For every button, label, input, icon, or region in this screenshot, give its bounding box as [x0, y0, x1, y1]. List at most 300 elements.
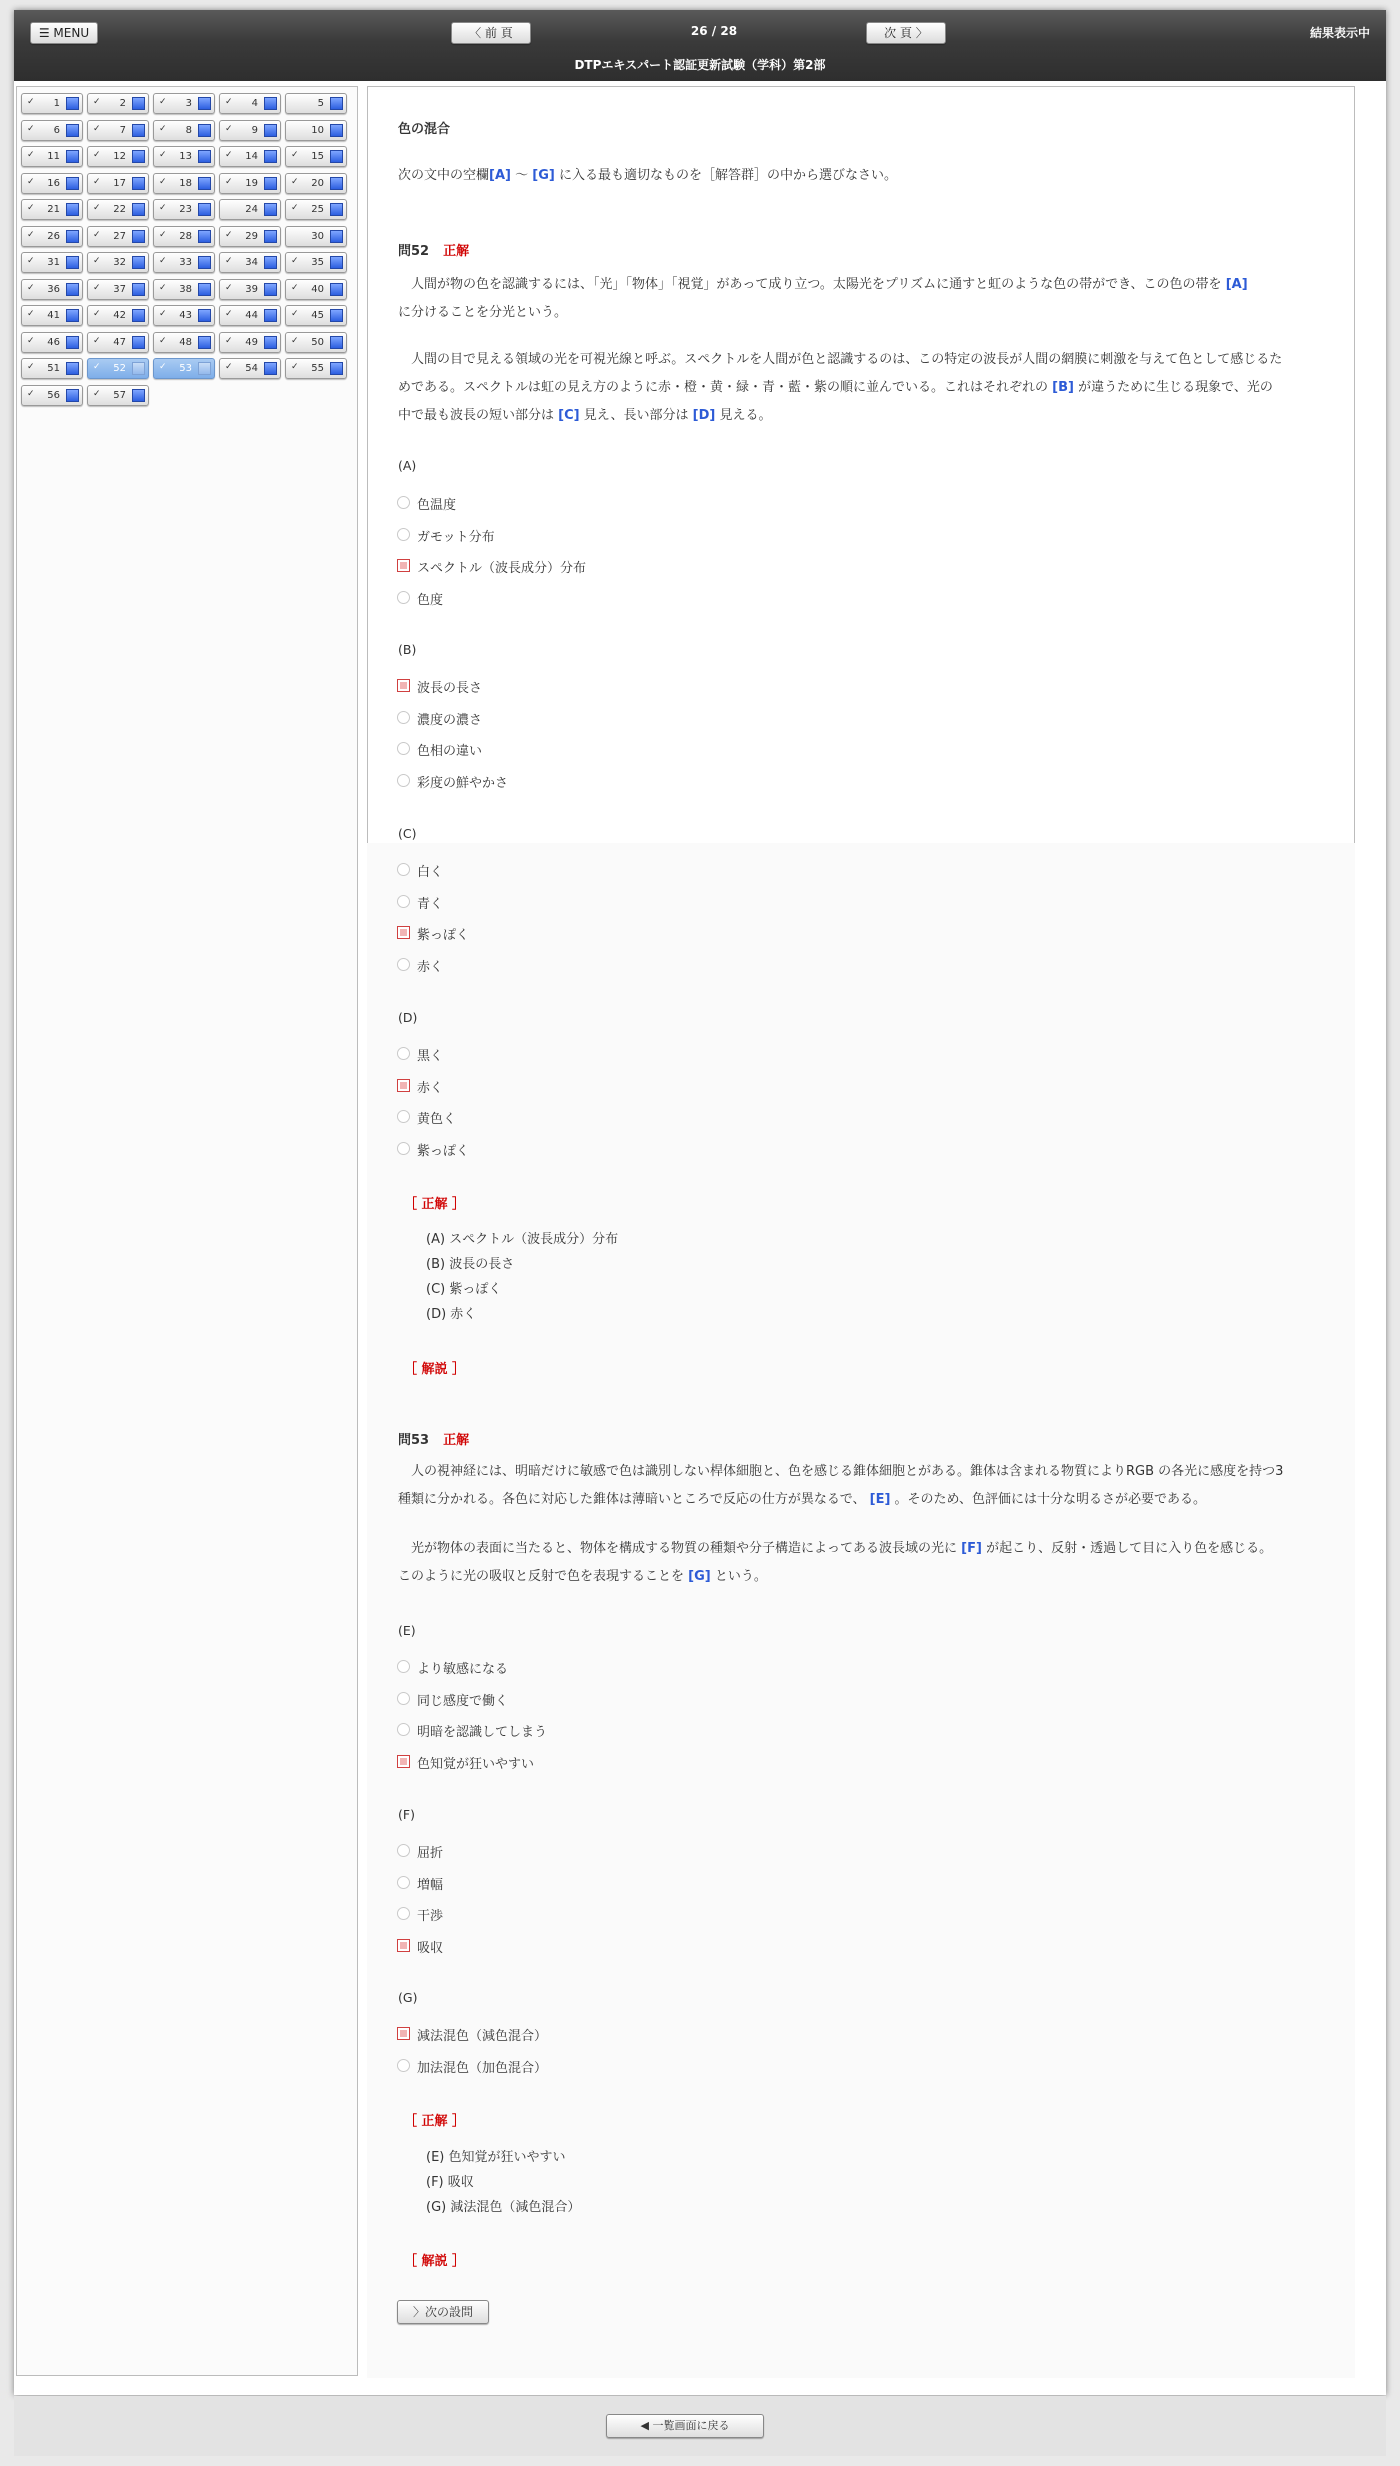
question-button-31[interactable] [21, 252, 83, 273]
check-icon: ✓ [27, 123, 35, 134]
option-f-1[interactable] [397, 1842, 797, 1862]
answer-e: (E) 色知覚が狂いやすい [426, 2150, 566, 2165]
flag-icon[interactable] [132, 283, 145, 296]
circle-arrow-left-icon: ◀ [640, 2419, 649, 2432]
question-button-14[interactable] [219, 146, 281, 167]
check-icon: ✓ [291, 176, 299, 187]
question-button-17[interactable] [87, 173, 149, 194]
question-button-49[interactable] [219, 332, 281, 353]
option-label: 色温度 [417, 498, 457, 513]
flag-icon[interactable] [132, 150, 145, 163]
check-icon: ✓ [93, 123, 101, 134]
question-button-1[interactable] [21, 93, 83, 114]
question-button-39[interactable] [219, 279, 281, 300]
flag-icon[interactable] [330, 97, 343, 110]
question-button-6[interactable] [21, 120, 83, 141]
question-button-52[interactable] [87, 358, 149, 379]
option-e-1[interactable] [397, 1658, 797, 1678]
option-label: 干渉 [417, 1909, 444, 1924]
option-label: 色度 [417, 592, 444, 608]
flag-icon[interactable] [330, 230, 343, 243]
check-icon: ✓ [159, 309, 167, 319]
question-button-25[interactable] [285, 199, 347, 220]
question-number: 34 [245, 257, 258, 268]
question-number: 23 [179, 204, 192, 215]
blank-e-label: (E) [398, 1623, 416, 1638]
check-icon: ✓ [291, 256, 299, 266]
question-button-55[interactable] [285, 358, 347, 379]
question-number: 39 [245, 283, 258, 295]
question-number: 4 [251, 98, 258, 109]
question-button-47[interactable] [87, 332, 149, 353]
question-53-paragraph-1: 人の視神経には、明暗だけに敏感で色は識別しない桿体細胞と、色を感じる錐体細胞とがある。錐体は含まれる物質によりRGB の各光に感度を持つ3 種類に分かれる。各色に対応した錐体は薄暗いところで反応の仕方が異なるで、 [E] 。そのため、色評価には十分な明るさが必要である。 [398, 1464, 1284, 1507]
question-button-18[interactable] [153, 173, 215, 194]
check-icon: ✓ [93, 176, 101, 187]
question-number: 50 [311, 336, 324, 348]
flag-icon[interactable] [330, 124, 343, 137]
question-button-51[interactable] [21, 358, 83, 379]
question-number: 30 [311, 230, 324, 242]
flag-icon[interactable] [198, 309, 211, 322]
flag-icon[interactable] [66, 336, 79, 349]
question-number: 27 [113, 230, 126, 242]
selected-radio-icon[interactable] [397, 1079, 410, 1092]
option-label: 青く [417, 896, 444, 912]
flag-icon[interactable] [198, 150, 211, 163]
flag-icon[interactable] [132, 256, 145, 269]
flag-icon[interactable] [66, 389, 79, 402]
question-number: 26 [47, 230, 60, 242]
question-button-34[interactable] [219, 252, 281, 273]
question-button-12[interactable] [87, 146, 149, 167]
check-icon: ✓ [159, 256, 167, 266]
option-label: より敏感になる [417, 1662, 509, 1677]
question-button-35[interactable] [285, 252, 347, 273]
question-number: 25 [311, 204, 324, 215]
check-icon: ✓ [93, 335, 101, 346]
flag-icon[interactable] [264, 230, 277, 243]
question-number: 12 [113, 151, 126, 162]
option-label: 黒く [417, 1049, 444, 1064]
question-53-paragraph-2: 光が物体の表面に当たると、物体を構成する物質の種類や分子構造によってある波長域の光に [F] が起こり、反射・透過して目に入り色を感じる。 このように光の吸収と反射で色を表現することを [G] という。 [398, 1541, 1273, 1584]
check-icon: ✓ [27, 150, 35, 160]
radio-icon[interactable] [397, 1047, 410, 1060]
question-number: 49 [245, 336, 258, 348]
page-counter: 26 / 28 [690, 24, 738, 38]
check-icon: ✓ [291, 282, 299, 293]
option-label: 明暗を認識してしまう [417, 1725, 548, 1740]
flag-icon[interactable] [66, 362, 79, 375]
header-bar [14, 10, 1386, 81]
check-icon: ✓ [93, 362, 101, 372]
option-label: 赤く [417, 959, 444, 975]
check-icon: ✓ [93, 282, 101, 293]
option-label: 白く [417, 865, 444, 880]
flag-icon[interactable] [198, 256, 211, 269]
radio-icon[interactable] [397, 958, 410, 971]
flag-icon[interactable] [264, 256, 277, 269]
check-icon: ✓ [291, 150, 299, 160]
option-f-2[interactable] [397, 1874, 797, 1894]
option-label: ガモット分布 [417, 529, 495, 545]
question-53-header: 問53 正解 [398, 1433, 470, 1448]
question-button-20[interactable] [285, 173, 347, 194]
question-button-16[interactable] [21, 173, 83, 194]
question-button-11[interactable] [21, 146, 83, 167]
check-icon: ✓ [27, 388, 35, 399]
flag-icon[interactable] [330, 150, 343, 163]
question-number: 6 [53, 124, 60, 136]
question-number: 41 [47, 310, 60, 321]
radio-icon[interactable] [397, 1142, 410, 1155]
question-number: 15 [311, 151, 324, 162]
question-button-9[interactable] [219, 120, 281, 141]
question-number: 57 [113, 389, 126, 401]
option-g-1[interactable] [397, 2025, 797, 2045]
radio-icon[interactable] [397, 1907, 410, 1920]
question-button-43[interactable] [153, 305, 215, 326]
flag-icon[interactable] [132, 230, 145, 243]
blank-a-label: (A) [398, 458, 417, 473]
question-navigator [16, 86, 358, 2376]
answer-d: (D) 赤く [426, 1307, 477, 1322]
option-d-4[interactable] [397, 1140, 797, 1160]
flag-icon[interactable] [132, 177, 145, 190]
question-number: 20 [311, 177, 324, 189]
flag-icon[interactable] [264, 283, 277, 296]
check-icon: ✓ [225, 282, 233, 293]
flag-icon[interactable] [132, 203, 145, 216]
check-icon: ✓ [159, 123, 167, 134]
question-button-38[interactable] [153, 279, 215, 300]
question-button-54[interactable] [219, 358, 281, 379]
option-b-1[interactable] [397, 677, 797, 697]
exam-title: DTPエキスパート認証更新試験（学科）第2部 [574, 58, 826, 72]
radio-icon[interactable] [397, 1723, 410, 1736]
option-d-3[interactable] [397, 1108, 797, 1128]
radio-icon[interactable] [397, 1660, 410, 1673]
flag-icon[interactable] [132, 309, 145, 322]
check-icon: ✓ [27, 203, 35, 213]
flag-icon[interactable] [264, 177, 277, 190]
radio-icon[interactable] [397, 2059, 410, 2072]
blank-d-label: (D) [398, 1010, 418, 1025]
question-button-53[interactable] [153, 358, 215, 379]
result-correct-badge: 正解 [443, 244, 470, 259]
flag-icon[interactable] [132, 362, 145, 375]
question-button-3[interactable] [153, 93, 215, 114]
next-question-button[interactable]: 〉次の設問 [397, 2300, 489, 2324]
flag-icon[interactable] [264, 309, 277, 322]
result-status: 結果表示中 [1309, 26, 1370, 40]
question-button-19[interactable] [219, 173, 281, 194]
question-number: 10 [311, 124, 324, 136]
radio-icon[interactable] [397, 1844, 410, 1857]
question-button-46[interactable] [21, 332, 83, 353]
question-number: 35 [311, 257, 324, 268]
flag-icon[interactable] [66, 150, 79, 163]
question-button-41[interactable] [21, 305, 83, 326]
option-label: 彩度の鮮やかさ [417, 775, 509, 791]
selected-radio-icon[interactable] [397, 926, 410, 939]
question-button-30[interactable] [285, 226, 347, 247]
check-icon: ✓ [225, 362, 233, 372]
option-a-3[interactable] [397, 557, 797, 577]
question-button-23[interactable] [153, 199, 215, 220]
option-c-2[interactable] [397, 893, 797, 913]
radio-icon[interactable] [397, 1110, 410, 1123]
option-d-2[interactable] [397, 1077, 797, 1097]
selected-radio-icon[interactable] [397, 559, 410, 572]
question-number: 33 [179, 257, 192, 268]
question-button-33[interactable] [153, 252, 215, 273]
question-button-26[interactable] [21, 226, 83, 247]
flag-icon[interactable] [330, 336, 343, 349]
question-button-37[interactable] [87, 279, 149, 300]
flag-icon[interactable] [66, 309, 79, 322]
check-icon: ✓ [291, 309, 299, 319]
question-number: 9 [251, 124, 258, 136]
radio-icon[interactable] [397, 1876, 410, 1889]
check-icon: ✓ [225, 97, 233, 107]
question-button-24[interactable] [219, 199, 281, 220]
question-button-57[interactable] [87, 385, 149, 406]
radio-icon[interactable] [397, 1692, 410, 1705]
question-number: 42 [113, 310, 126, 321]
flag-icon[interactable] [66, 97, 79, 110]
question-number: 31 [47, 257, 60, 268]
option-e-2[interactable] [397, 1690, 797, 1710]
question-button-8[interactable] [153, 120, 215, 141]
flag-icon[interactable] [132, 97, 145, 110]
flag-icon[interactable] [132, 389, 145, 402]
radio-icon[interactable] [397, 895, 410, 908]
check-icon: ✓ [159, 203, 167, 213]
option-c-4[interactable] [397, 956, 797, 976]
option-a-4[interactable] [397, 589, 797, 609]
flag-icon[interactable] [66, 230, 79, 243]
radio-icon[interactable] [397, 591, 410, 604]
flag-icon[interactable] [330, 256, 343, 269]
radio-icon[interactable] [397, 863, 410, 876]
option-label: 赤く [417, 1080, 444, 1096]
option-label: 黄色く [417, 1112, 457, 1127]
option-label: 波長の長さ [417, 681, 483, 696]
question-number: 43 [179, 310, 192, 321]
flag-icon[interactable] [198, 336, 211, 349]
question-button-42[interactable] [87, 305, 149, 326]
menu-button[interactable]: ☰ MENU [30, 22, 98, 44]
instruction: 次の文中の空欄[A] 〜 [G] に入る最も適切なものを［解答群］の中から選びなさい。 [398, 168, 897, 183]
question-button-28[interactable] [153, 226, 215, 247]
question-button-22[interactable] [87, 199, 149, 220]
option-label: 同じ感度で働く [417, 1693, 509, 1709]
flag-icon[interactable] [66, 283, 79, 296]
flag-icon[interactable] [198, 124, 211, 137]
selected-radio-icon[interactable] [397, 1939, 410, 1952]
flag-icon[interactable] [66, 124, 79, 137]
option-d-1[interactable] [397, 1045, 797, 1065]
check-icon: ✓ [27, 229, 35, 240]
question-52-paragraph-2: 人間の目で見える領域の光を可視光線と呼ぶ。スペクトルを人間が色と認識するのは、この特定の波長が人間の網膜に刺激を与えて色として感じるた めである。スペクトルは虹の見え方のように赤・橙・黄・緑・青・藍・紫の順に並んでいる。これはそれぞれの [B] が違うために生じる現象で、光の 中で最も波長の短い部分は [C] 見え、長い部分は [D] 見える。 [398, 352, 1283, 423]
check-icon: ✓ [225, 335, 233, 346]
question-number: 56 [47, 389, 60, 401]
prev-page-button[interactable]: 〈 前 頁 [451, 22, 531, 44]
option-b-3[interactable] [397, 740, 797, 760]
option-b-4[interactable] [397, 772, 797, 792]
question-button-21[interactable] [21, 199, 83, 220]
question-number: 32 [113, 257, 126, 268]
radio-icon[interactable] [397, 774, 410, 787]
question-number: 19 [245, 177, 258, 189]
question-button-4[interactable] [219, 93, 281, 114]
flag-icon[interactable] [264, 362, 277, 375]
flag-icon[interactable] [330, 177, 343, 190]
check-icon: ✓ [225, 150, 233, 160]
flag-icon[interactable] [330, 309, 343, 322]
option-b-2[interactable] [397, 709, 797, 729]
question-button-2[interactable] [87, 93, 149, 114]
question-button-27[interactable] [87, 226, 149, 247]
option-label: 紫っぽく [417, 1143, 470, 1159]
flag-icon[interactable] [330, 362, 343, 375]
check-icon: ✓ [27, 282, 35, 293]
check-icon: ✓ [93, 309, 101, 319]
selected-radio-icon[interactable] [397, 2027, 410, 2040]
flag-icon[interactable] [198, 230, 211, 243]
question-number: 38 [179, 283, 192, 295]
answer-heading: ［ 正解 ］ [404, 2114, 466, 2129]
question-52-paragraph-1: 人間が物の色を認識するには、「光」「物体」「視覚」があって成り立つ。太陽光をプリズムに通すと虹のような色の帯ができ、この色の帯を [A] に分けることを分光という。 [398, 277, 1248, 320]
question-number: 17 [113, 177, 126, 189]
option-f-3[interactable] [397, 1905, 797, 1925]
option-g-2[interactable] [397, 2057, 797, 2077]
question-number: 51 [47, 363, 60, 374]
answer-f: (F) 吸収 [426, 2175, 474, 2190]
question-number: 47 [113, 336, 126, 348]
selected-radio-icon[interactable] [397, 1755, 410, 1768]
flag-icon[interactable] [264, 203, 277, 216]
check-icon: ✓ [27, 97, 35, 107]
flag-icon[interactable] [132, 124, 145, 137]
question-number: 18 [179, 177, 192, 189]
flag-icon[interactable] [66, 256, 79, 269]
flag-icon[interactable] [264, 97, 277, 110]
option-label: 濃度の濃さ [417, 712, 483, 728]
question-number: 52 [113, 363, 126, 374]
option-label: 減法混色（減色混合） [417, 2029, 548, 2044]
question-52-header: 問52 正解 [398, 244, 470, 259]
question-number: 1 [53, 98, 60, 109]
question-number: 13 [179, 151, 192, 162]
radio-icon[interactable] [397, 742, 410, 755]
check-icon: ✓ [159, 176, 167, 187]
flag-icon[interactable] [198, 362, 211, 375]
check-icon: ✓ [27, 309, 35, 319]
question-number: 2 [119, 98, 126, 109]
flag-icon[interactable] [198, 177, 211, 190]
option-f-4[interactable] [397, 1937, 797, 1957]
selected-radio-icon[interactable] [397, 679, 410, 692]
question-button-36[interactable] [21, 279, 83, 300]
question-button-7[interactable] [87, 120, 149, 141]
question-button-32[interactable] [87, 252, 149, 273]
flag-icon[interactable] [66, 203, 79, 216]
option-e-4[interactable] [397, 1753, 797, 1773]
option-label: 増幅 [417, 1877, 444, 1893]
question-number: 37 [113, 283, 126, 295]
next-page-button[interactable]: 次 頁 〉 [866, 22, 946, 44]
flag-icon[interactable] [330, 283, 343, 296]
check-icon: ✓ [159, 97, 167, 107]
question-button-45[interactable] [285, 305, 347, 326]
question-number: 54 [245, 363, 258, 374]
radio-icon[interactable] [397, 528, 410, 541]
question-button-48[interactable] [153, 332, 215, 353]
question-number: 14 [245, 151, 258, 162]
check-icon: ✓ [159, 282, 167, 293]
flag-icon[interactable] [264, 336, 277, 349]
check-icon: ✓ [93, 150, 101, 160]
option-label: 色知覚が狂いやすい [417, 1756, 535, 1772]
option-c-3[interactable] [397, 924, 797, 944]
question-number: 21 [47, 204, 60, 215]
option-a-2[interactable] [397, 526, 797, 546]
radio-icon[interactable] [397, 496, 410, 509]
question-button-15[interactable] [285, 146, 347, 167]
check-icon: ✓ [225, 176, 233, 187]
check-icon: ✓ [159, 362, 167, 372]
flag-icon[interactable] [66, 177, 79, 190]
option-label: 加法混色（加色混合） [417, 2060, 548, 2076]
option-a-1[interactable] [397, 494, 797, 514]
question-number: 3 [185, 98, 192, 109]
option-c-1[interactable] [397, 861, 797, 881]
radio-icon[interactable] [397, 711, 410, 724]
check-icon: ✓ [225, 123, 233, 134]
option-label: 色相の違い [417, 744, 483, 759]
blank-f-label: (F) [398, 1807, 415, 1822]
question-button-5[interactable] [285, 93, 347, 114]
flag-icon[interactable] [330, 203, 343, 216]
flag-icon[interactable] [132, 336, 145, 349]
option-e-3[interactable] [397, 1721, 797, 1741]
chevron-right-icon: 〉 [412, 2305, 425, 2319]
option-label: 紫っぽく [417, 928, 470, 943]
answer-b: (B) 波長の長さ [426, 1257, 515, 1272]
question-number: 29 [245, 230, 258, 242]
question-button-29[interactable] [219, 226, 281, 247]
question-number: 40 [311, 283, 324, 295]
question-button-40[interactable] [285, 279, 347, 300]
flag-icon[interactable] [264, 150, 277, 163]
question-button-44[interactable] [219, 305, 281, 326]
check-icon: ✓ [93, 203, 101, 213]
back-to-list-button[interactable]: ◀ 一覧画面に戻る [606, 2414, 764, 2438]
result-correct-badge: 正解 [443, 1433, 470, 1448]
question-button-56[interactable] [21, 385, 83, 406]
check-icon: ✓ [27, 176, 35, 187]
question-button-13[interactable] [153, 146, 215, 167]
question-button-10[interactable] [285, 120, 347, 141]
flag-icon[interactable] [198, 203, 211, 216]
flag-icon[interactable] [264, 124, 277, 137]
flag-icon[interactable] [198, 283, 211, 296]
check-icon: ✓ [291, 362, 299, 372]
question-number: 36 [47, 283, 60, 295]
question-button-50[interactable] [285, 332, 347, 353]
flag-icon[interactable] [198, 97, 211, 110]
